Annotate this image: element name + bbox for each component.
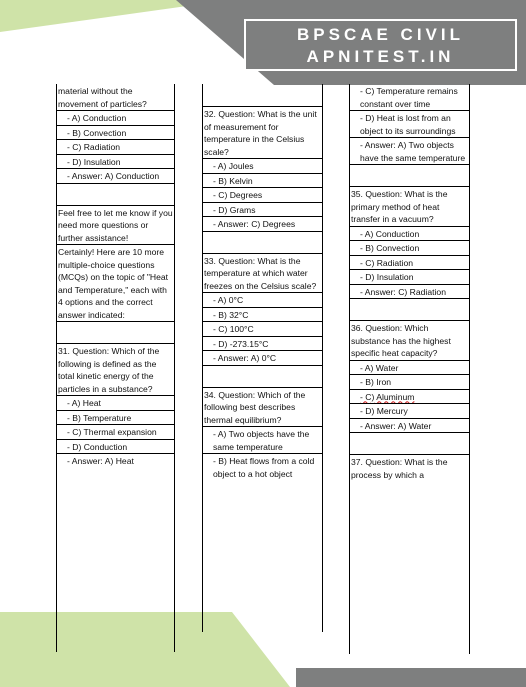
option-row <box>350 84 469 110</box>
cell-text: - D) Insulation <box>67 156 121 167</box>
cell-text: 31. Question: Which of the following is defined as the total kinetic energy of the particles in a substance? <box>58 346 160 394</box>
option-row <box>203 202 322 217</box>
option-row <box>350 389 469 404</box>
cell-text: - Answer: A) Conduction <box>67 171 160 181</box>
text-column-1 <box>56 84 175 652</box>
option-row <box>203 336 322 351</box>
option-row <box>203 307 322 322</box>
option-row <box>350 418 469 433</box>
option-row <box>57 395 174 410</box>
cell-text: - B) Convection <box>67 127 127 138</box>
question-row <box>57 244 174 321</box>
cell-text: - Answer: A) 0°C <box>213 353 277 363</box>
cell-text: - D) Grams <box>213 204 256 215</box>
cell-text: 36. Question: Which substance has the highest specific heat capacity? <box>351 323 451 358</box>
cell-text: 32. Question: What is the unit of measurement for temperature in the Celsius scale? <box>204 109 317 157</box>
cell-text: material without the movement of particles? <box>58 86 147 109</box>
cell-text: - B) Kelvin <box>213 175 253 186</box>
option-row <box>203 426 322 453</box>
option-row <box>203 173 322 188</box>
option-row <box>350 374 469 389</box>
option-row <box>57 424 174 439</box>
cell-text: - C) Thermal expansion <box>67 427 157 437</box>
option-row <box>203 158 322 173</box>
cell-text: Feel free to let me know if you need more questions or further assistance! <box>58 207 173 243</box>
banner-line-1: BPSCAE CIVIL <box>296 25 465 44</box>
cell-text: Certainly! Here are 10 more multiple-choice questions (MCQs) on the topic of "Heat and Temperature," each with 4 options and the correct answer indicated: <box>58 247 169 320</box>
option-row <box>203 321 322 336</box>
blank-row <box>203 365 322 387</box>
option-row <box>57 125 174 140</box>
text-column-3 <box>349 84 470 654</box>
question-row <box>57 343 174 395</box>
blank-row <box>203 231 322 253</box>
cell-text: - Answer: A) Heat <box>67 456 134 466</box>
option-row <box>203 350 322 365</box>
cell-text: - A) Two objects have the same temperature <box>213 429 310 452</box>
cell-text: - A) Heat <box>67 398 101 408</box>
option-row <box>203 453 322 480</box>
cell-text: - Answer: A) Two objects have the same temperature <box>360 140 466 163</box>
cell-text: - B) 32°C <box>213 309 249 320</box>
option-row <box>350 255 469 270</box>
cell-text: - Answer: C) Degrees <box>213 219 296 229</box>
cell-text: 34. Question: Which of the following best describes thermal equilibrium? <box>204 389 306 425</box>
cell-text: - Answer: A) Water <box>360 420 432 431</box>
option-row <box>350 284 469 299</box>
option-row <box>203 187 322 202</box>
option-row <box>350 240 469 255</box>
option-row <box>350 226 469 241</box>
blank-row <box>350 298 469 320</box>
blank-row <box>203 84 322 106</box>
blank-row <box>350 432 469 454</box>
cell-text: - D) Mercury <box>360 406 408 416</box>
cell-text: - D) -273.15°C <box>213 338 269 349</box>
question-row <box>203 106 322 158</box>
cell-text: - C) Radiation <box>67 142 121 152</box>
banner-line-2: APNITEST.IN <box>306 47 455 66</box>
cell-text: - A) Water <box>360 362 399 373</box>
cell-text: - Answer: C) Radiation <box>360 286 446 297</box>
question-row <box>203 387 322 427</box>
cell-text: - B) Heat flows from a cold object to a hot object <box>213 456 315 479</box>
cell-text: - A) 0°C <box>213 295 244 305</box>
cell-text: - A) Joules <box>213 161 254 171</box>
option-row <box>57 154 174 169</box>
option-row <box>350 269 469 284</box>
option-row <box>57 168 174 183</box>
option-row <box>57 139 174 154</box>
cell-text: 33. Question: What is the temperature at which water freezes on the Celsius scale? <box>204 255 317 291</box>
question-row <box>350 454 469 481</box>
option-row <box>350 360 469 375</box>
blank-row <box>350 164 469 186</box>
cell-text: - D) Insulation <box>360 272 414 282</box>
cell-text: - A) Conduction <box>67 113 127 123</box>
cell-text: - D) Heat is lost from an object to its surroundings <box>360 113 456 136</box>
option-row <box>350 110 469 137</box>
question-row <box>350 186 469 226</box>
cell-text: - C) Degrees <box>213 190 263 200</box>
cell-text: - B) Iron <box>360 377 392 387</box>
question-row <box>203 253 322 293</box>
site-banner <box>244 19 517 71</box>
cell-text: - B) Convection <box>360 243 420 253</box>
option-row <box>350 403 469 418</box>
cell-text: - B) Temperature <box>67 412 132 423</box>
cell-text: 35. Question: What is the primary method of heat transfer in a vacuum? <box>351 189 448 224</box>
corner-decoration-bottom-right <box>296 668 526 687</box>
cell-text: - D) Conduction <box>67 441 128 452</box>
question-row <box>57 205 174 245</box>
cell-text: - A) Conduction <box>360 228 420 239</box>
cell-text: - C) Radiation <box>360 257 414 268</box>
cell-text: - C) 100°C <box>213 324 254 334</box>
option-row <box>203 216 322 231</box>
blank-row <box>57 183 174 205</box>
cell-text: - C) Temperature remains constant over time <box>360 86 458 109</box>
option-row <box>203 292 322 307</box>
blank-row <box>57 321 174 343</box>
option-row <box>350 137 469 164</box>
option-row <box>57 439 174 454</box>
option-row <box>57 453 174 468</box>
question-row <box>350 320 469 360</box>
cell-text: 37. Question: What is the process by which a <box>351 457 448 480</box>
option-row <box>57 410 174 425</box>
question-row <box>57 84 174 110</box>
cell-text: - C) Aluminum <box>360 391 415 402</box>
option-row <box>57 110 174 125</box>
text-column-2 <box>202 84 323 632</box>
